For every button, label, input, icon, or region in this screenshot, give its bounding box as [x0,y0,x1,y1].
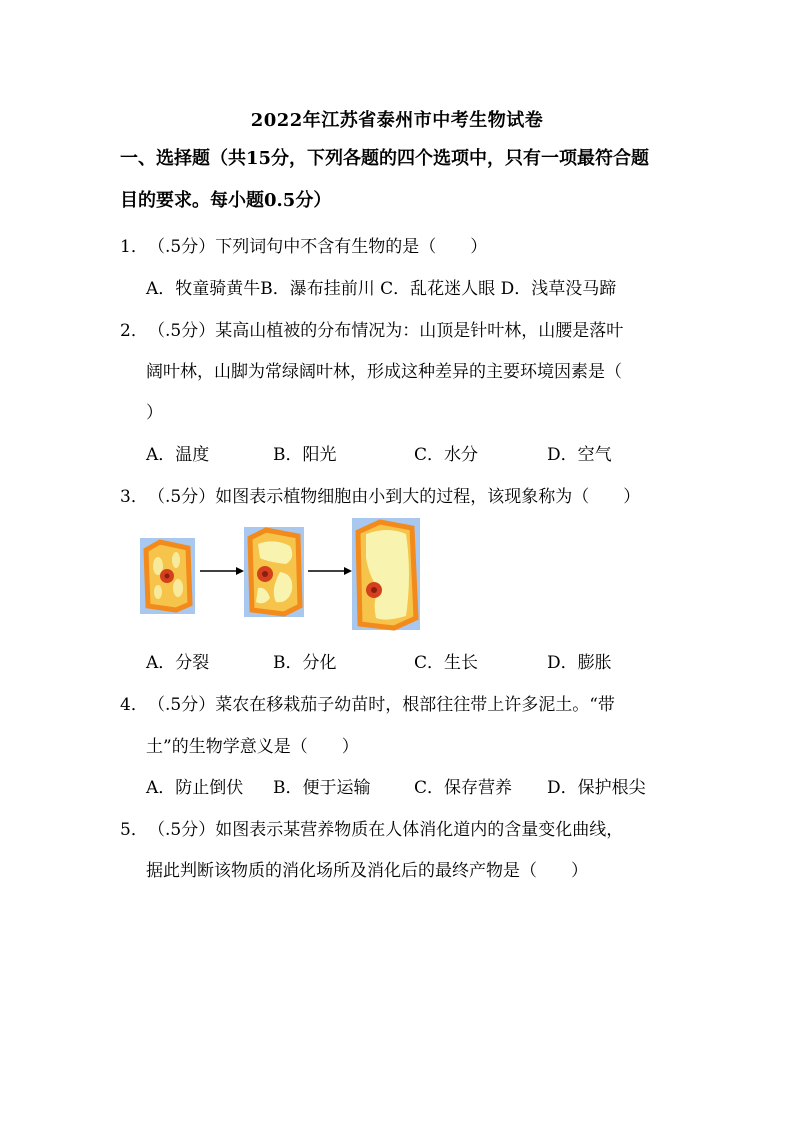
question-number: 4． [120,695,148,715]
arrow-icon [200,567,244,575]
question-text-line: 据此判断该物质的消化场所及消化后的最终产物是（ ） [146,861,588,881]
option-b: B．分化 [273,653,337,673]
options-line: A．牧童骑黄牛B．瀑布挂前川 C．乱花迷人眼 D．浅草没马蹄 [146,279,617,299]
option-d: D．空气 [547,445,612,465]
medium-cell-image [244,527,304,617]
option-b: B．便于运输 [273,778,371,798]
question-text-line: （.5分）如图表示植物细胞由小到大的过程，该现象称为（ ） [148,487,641,507]
cell-growth-figure [140,518,430,634]
option-d: D．膨胀 [547,653,612,673]
arrow-icon [308,567,352,575]
question-text-line: 土”的生物学意义是（ ） [146,737,359,757]
question-number: 1． [120,237,148,257]
question-number: 3． [120,487,148,507]
small-cell-image [140,538,195,614]
question-text-line: ） [146,403,163,423]
large-cell-image [352,518,420,630]
question-text-line: 阔叶林，山脚为常绿阔叶林，形成这种差异的主要环境因素是（ [146,362,622,382]
question-text-line: （.5分）某高山植被的分布情况为：山顶是针叶林，山腰是落叶 [148,321,624,341]
section-heading-line2: 目的要求。每小题0.5分） [120,190,332,211]
option-c: C．保存营养 [414,778,513,798]
cell-growth-diagram [140,518,430,634]
option-a: A．防止倒伏 [146,778,244,798]
question-text-line: （.5分）下列词句中不含有生物的是（ ） [148,237,488,257]
option-b: B．阳光 [273,445,337,465]
option-c: C．水分 [414,445,479,465]
question-number: 2． [120,321,148,341]
section-heading-line1: 一、选择题（共15分，下列各题的四个选项中，只有一项最符合题 [120,148,650,169]
option-a: A．温度 [146,445,210,465]
option-c: C．生长 [414,653,479,673]
option-a: A．分裂 [146,653,210,673]
question-text-line: （.5分）如图表示某营养物质在人体消化道内的含量变化曲线， [148,820,624,840]
page-title: 2022年江苏省泰州市中考生物试卷 [250,110,544,131]
option-d: D．保护根尖 [547,778,646,798]
question-number: 5． [120,820,148,840]
question-text-line: （.5分）菜农在移栽茄子幼苗时，根部往往带上许多泥土。“带 [148,695,615,715]
